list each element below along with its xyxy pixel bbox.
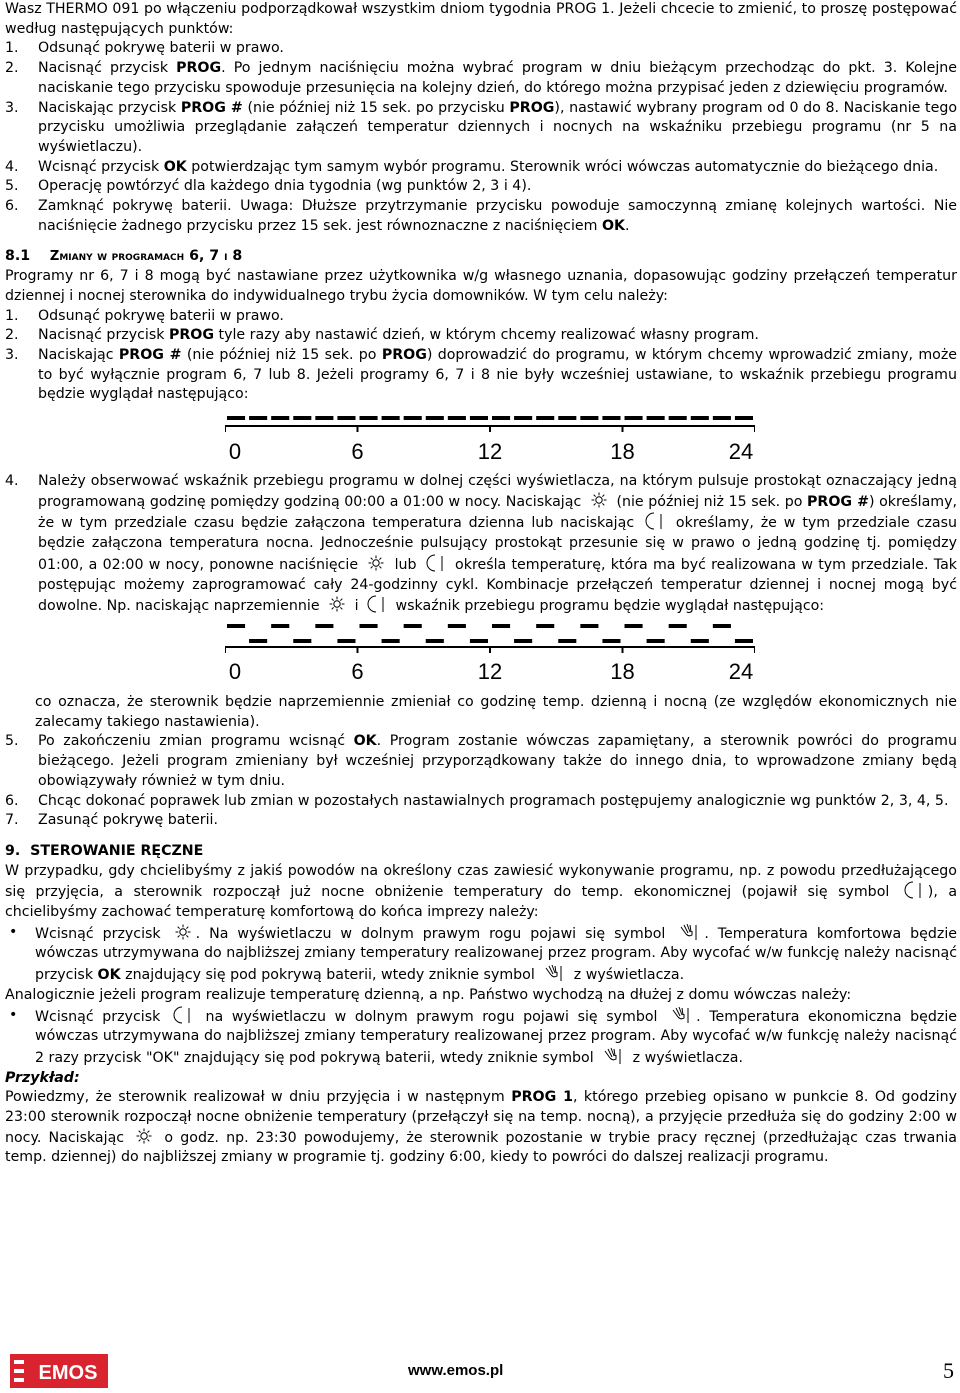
intro-step-5: [5, 177, 957, 197]
program-hour-bar: [536, 416, 554, 420]
program-hour-bar: [713, 624, 731, 628]
step-number: 3.: [5, 346, 19, 363]
s81-step-7: [5, 811, 957, 831]
website-link[interactable]: www.emos.pl: [408, 1362, 504, 1379]
program-hour-bar: [404, 624, 422, 628]
bullet-text: Wcisnąć przycisk: [35, 1008, 169, 1025]
program-hour-bar: [647, 416, 665, 420]
program-hour-bar: [691, 416, 709, 420]
bullet-comfort: [5, 923, 957, 986]
step-text: Nacisnąć przycisk: [38, 327, 169, 344]
s81-step-2: [5, 326, 957, 346]
step-text: Wcisnąć przycisk: [38, 158, 164, 175]
program-hour-bar: [227, 416, 245, 420]
bullet-text: Wcisnąć przycisk: [35, 925, 170, 942]
step-text: Operację powtórzyć dla każdego dnia tygodnia (wg punktów 2, 3 i 4).: [38, 178, 532, 195]
moon-icon: [904, 881, 924, 899]
step-number: 4.: [5, 158, 19, 175]
step-text: (nie później niż 15 sek. po przycisku: [242, 99, 510, 116]
bullet-text: na wyświetlaczu w dolnym prawym rogu pojawi się symbol: [196, 1008, 667, 1025]
step-text: .: [625, 217, 630, 234]
step-number: 1.: [5, 307, 19, 324]
program-indicator-alternating: [225, 621, 755, 683]
page-footer: [0, 1352, 960, 1393]
step-text: . Program zostanie wówczas zapamiętany, a sterownik powróci do programu bieżącego. Jeżeli program zmieniany był wcześniej przyporządkowany także do innego dnia, to wprowadzone zmiany będą obowiązywały również w tym dniu.: [38, 733, 957, 789]
step-number: 6.: [5, 792, 19, 809]
svg-text:EMOS: EMOS: [38, 1362, 98, 1384]
sun-icon: [590, 492, 608, 508]
program-hour-bar: [558, 639, 576, 643]
program-hour-bar: [492, 624, 510, 628]
paragraph-text: , którego przebieg opisano w punkcie 8. Od godziny 23:00 sterownik rozpoczął nocne obniżenie temperatury (przełączył się na temp. nocną), a przyjęcie przedłuża się do godziny 2:00 w nocy. Naciskając: [5, 1089, 957, 1146]
section-title: 8: [227, 248, 243, 265]
document-page: [5, 0, 957, 1168]
scale-label: 0: [228, 658, 242, 683]
prog-1-key: PROG 1: [511, 1089, 573, 1106]
program-hour-bar: [536, 624, 554, 628]
s81-step-6: [5, 792, 957, 812]
section-9-heading: 9. STEROWANIE RĘCZNE: [5, 842, 204, 859]
step-text: wskaźnik przebiegu programu będzie wyglądał następująco:: [391, 598, 825, 615]
program-hour-bar: [315, 416, 333, 420]
bullet-dot: •: [9, 923, 18, 940]
program-hour-bar: [691, 639, 709, 643]
prog-hash-key: PROG #: [118, 346, 182, 363]
bullet-text: z wyświetlacza.: [569, 967, 685, 984]
s81-step-4: [5, 472, 957, 617]
program-hour-bar: [602, 639, 620, 643]
s81-step-3: [5, 346, 957, 405]
sun-icon: [135, 1128, 153, 1144]
program-hour-bar: [293, 639, 311, 643]
scale-label: 18: [610, 439, 635, 465]
step-number: 1.: [5, 40, 19, 57]
prog-hash-key: PROG #: [180, 99, 243, 116]
program-hour-bar: [227, 624, 245, 628]
program-hour-bar: [647, 639, 665, 643]
bullet-text: . Temperatura ekonomiczna będzie wówczas utrzymywana do najbliższej zmiany temperatury realizowanej przez program. Aby wycofać w/w funkcję należy nacisnąć 2 razy przycisk "OK" znajdujący się pod pokrywą baterii, wtedy zniknie symbol: [35, 1008, 958, 1066]
program-hour-bar: [271, 624, 289, 628]
prog-key: PROG: [381, 346, 427, 363]
step-number: 2.: [5, 60, 19, 77]
moon-icon: [367, 595, 387, 613]
step-number: 6.: [5, 198, 19, 215]
step-text: Zamknąć pokrywę baterii. Uwaga: Dłuższe przytrzymanie przycisku powoduje samoczynną zmianę kolejnych wartości. Nie naciśnięcie żadnego przycisku przez 15 sek. jest równoznaczne z naciśnięciem: [38, 198, 957, 234]
program-hour-bar: [249, 416, 267, 420]
step-text: . Po jednym naciśnięciu można wybrać program w dniu bieżącym przechodząc do pkt. 3. Kolejne naciskanie tego przycisku spowoduje przesunięcia na kolejny dzień, do którego można przypisać jeden z dziewięciu programów.: [38, 60, 957, 96]
step-number: 2.: [5, 327, 19, 344]
prog-hash-key: PROG #: [807, 493, 869, 510]
bullet-text: z wyświetlacza.: [628, 1049, 743, 1066]
program-hour-bar: [470, 416, 488, 420]
step-text: Naciskając: [38, 346, 119, 363]
program-hour-bar: [625, 624, 643, 628]
hand-icon: [670, 1006, 692, 1024]
hand-icon: [678, 923, 700, 941]
program-hour-bar: [735, 416, 753, 420]
ok-key: OK: [97, 967, 121, 984]
step-text: Odsunąć pokrywę baterii w prawo.: [38, 40, 284, 57]
program-indicator-figure-alternating: [225, 621, 755, 687]
step-text: określamy, że w tym przedziale czasu będzie załączona temperatura nocna. Jednocześnie pulsujący prostokąt przesunie się w prawo o jedną godzinę tj. pomiędzy 01:00, a 02:00 w nocy, ponowne naciśnięcie: [38, 515, 957, 573]
ok-key: OK: [353, 733, 377, 750]
program-hour-bar: [713, 416, 731, 420]
sun-icon: [328, 596, 346, 612]
step-text: Chcąc dokonać poprawek lub zmian w pozostałych nastawialnych programach postępujemy analogicznie wg punktów 2, 3, 4, 5.: [38, 792, 949, 809]
step-text: i: [350, 598, 364, 615]
bullet-economy: [5, 1006, 957, 1069]
section-title: 6, 7: [184, 248, 225, 265]
step-text: ) doprowadzić do programu, w którym chcemy wprowadzić zmiany, może to być wyłącznie program 6, 7 lub 8. Jeżeli programy 6, 7 i 8 nie były wcześniej ustawiane, to wskaźnik przebiegu programu będzie wyglądał następująco:: [38, 346, 957, 403]
section-8-1-heading: [5, 247, 957, 267]
step-text: Zasunąć pokrywę baterii.: [38, 812, 218, 829]
scale-label: 6: [351, 658, 364, 683]
hand-icon: [543, 964, 565, 982]
step-text: lub: [389, 556, 422, 573]
scale-label: 6: [351, 439, 364, 465]
section-title: Zmiany w programach: [49, 249, 185, 265]
program-hour-bar: [669, 416, 687, 420]
program-hour-bar: [514, 639, 532, 643]
paragraph-text: o godz. np. 23:30 powodujemy, że sterownik pozostanie w trybie pracy ręcznej (przedłużając czas trwania temp. dziennej) do najbliższej zmiany w programie tj. godziny 6:00, kiedy to powróci do dalszej realizacji programu.: [5, 1129, 957, 1166]
intro-step-6: [5, 197, 957, 236]
step-text: ) określamy, że w tym przedziale czasu będzie załączona temperatura dzienna lub naciskając: [38, 493, 958, 532]
program-hour-bar: [426, 639, 444, 643]
intro-step-2: [5, 59, 957, 98]
moon-icon: [426, 554, 446, 572]
program-hour-bar: [293, 416, 311, 420]
intro-paragraph: Wasz THERMO 091 po włączeniu podporządkował wszystkim dniom tygodnia PROG 1. Jeżeli chcecie to zmienić, to proszę postępować według następujących punktów:: [5, 1, 957, 37]
hand-icon: [602, 1047, 624, 1065]
step-text: Nacisnąć przycisk: [38, 60, 177, 77]
s81-step-1: [5, 307, 957, 327]
s81-step-5: [5, 732, 957, 791]
step-text: potwierdzając tym samym wybór programu. Sterownik wróci wówczas automatycznie do bieżącego dnia.: [186, 158, 939, 175]
program-hour-bar: [558, 416, 576, 420]
program-hour-bar: [426, 416, 444, 420]
section-9-paragraph: [5, 862, 957, 923]
paragraph-text: ), a chcielibyśmy zachować temperaturę komfortową do końca imprezy należy:: [5, 884, 958, 921]
bullet-text: . Na wyświetlaczu w dolnym prawym rogu pojawi się symbol: [195, 925, 675, 942]
ok-key: OK: [163, 158, 187, 175]
ok-key: OK: [601, 217, 626, 234]
bullet-text: . Temperatura komfortowa będzie wówczas utrzymywana do najbliższej zmiany temperatury realizowanej przez program. Aby wycofać w/w funkcję należy nacisnąć przycisk: [35, 925, 957, 984]
program-hour-bar: [249, 639, 267, 643]
page-number: 5: [943, 1358, 954, 1383]
scale-label: 12: [477, 658, 503, 683]
program-hour-bar: [580, 416, 598, 420]
bullet-text: znajdujący się pod pokrywą baterii, wtedy zniknie symbol: [120, 967, 540, 984]
paragraph-text: W przypadku, gdy chcielibyśmy z jakiś powodów na określony czas zawiesić wykonywanie programu, np. z powodu przedłużającego się przyjęcia, a sterownik rozpoczął już nocne obniżenie temperatury do temp. ekonomicznej (pojawił się symbol: [5, 862, 957, 901]
scale-label: 24: [728, 658, 754, 683]
step-text: Odsunąć pokrywę baterii w prawo.: [38, 307, 284, 324]
program-hour-bar: [382, 639, 400, 643]
scale-label: 0: [228, 439, 242, 465]
after-figure-paragraph: co oznacza, że sterownik będzie naprzemiennie zmieniał co godzinę temp. dzienną i nocną (ze względów ekonomicznych nie zalecamy takiego nastawienia).: [35, 693, 957, 730]
scale-label: 18: [610, 658, 635, 683]
program-hour-bar: [580, 624, 598, 628]
example-paragraph: [5, 1088, 957, 1168]
prog-key: PROG: [168, 327, 215, 344]
section-8-1-paragraph: Programy nr 6, 7 i 8 mogą być nastawiane przez użytkownika w/g własnego uznania, dopasowując godziny przełączeń temperatur dziennej i nocnej sterownika do indywidualnego trybu życia domowników. W tym celu należy:: [5, 268, 957, 304]
section-number: 8.1: [5, 248, 31, 265]
program-hour-bar: [382, 416, 400, 420]
prog-key: PROG: [509, 99, 555, 116]
program-hour-bar: [448, 416, 466, 420]
step-text: (nie później niż 15 sek. po: [181, 346, 382, 363]
step-number: 3.: [5, 99, 19, 116]
moon-icon: [645, 512, 665, 530]
sun-icon: [367, 555, 385, 571]
program-hour-bar: [735, 639, 753, 643]
section-title: i: [224, 249, 228, 265]
program-hour-bar: [669, 624, 687, 628]
program-hour-bar: [602, 416, 620, 420]
program-hour-bar: [337, 639, 355, 643]
scale-label: 12: [477, 439, 503, 465]
step-text: Po zakończeniu zmian programu wcisnąć: [38, 733, 354, 750]
step-number: 4.: [5, 473, 19, 490]
program-indicator-day: [225, 413, 755, 465]
paragraph-text: Powiedzmy, że sterownik realizował w dniu przyjęcia i w następnym: [5, 1089, 512, 1106]
emos-logo: [10, 1354, 108, 1388]
step-text: Naciskając przycisk: [38, 99, 181, 116]
program-hour-bar: [514, 416, 532, 420]
program-hour-bar: [360, 624, 378, 628]
moon-icon: [173, 1006, 193, 1024]
program-hour-bar: [271, 416, 289, 420]
prog-key: PROG: [176, 60, 222, 77]
program-indicator-figure-day: [225, 413, 755, 469]
program-hour-bar: [315, 624, 333, 628]
example-label: Przykład:: [5, 1069, 80, 1086]
intro-step-3: [5, 99, 957, 158]
intro-step-1: [5, 39, 957, 59]
step-text: (nie później niż 15 sek. po: [611, 493, 808, 510]
step-text: ), nastawić wybrany program od 0 do 8. Naciskanie tego przycisku umożliwia przeglądanie załączeń temperatur dziennych i nocnych na wskaźniku przebiegu programu (nr 5 na wyświetlaczu).: [38, 99, 958, 155]
program-hour-bar: [470, 639, 488, 643]
program-hour-bar: [404, 416, 422, 420]
program-hour-bar: [360, 416, 378, 420]
step-text: Należy obserwować wskaźnik przebiegu programu w dolnej części wyświetlacza, na którym pulsuje prostokąt oznaczający jedną programowaną godzinę pomiędzy godziną 00:00 a 01:00 w nocy. Naciskając: [38, 473, 957, 510]
bullet-dot: •: [9, 1006, 18, 1023]
step-text: tyle razy aby nastawić dzień, w którym chcemy realizować własny program.: [214, 327, 759, 344]
program-hour-bar: [448, 624, 466, 628]
intro-step-4: [5, 158, 957, 178]
step-number: 5.: [5, 733, 19, 750]
step-text: określa temperaturę, która ma być realizowana w tym przedziale. Tak postępując możemy zaprogramować cały 24-godzinny cykl. Kombinacje przełączeń temperatur dziennej i nocnej mogą być dowolne. Np. naciskając naprzemiennie: [38, 556, 957, 615]
step-number: 5.: [5, 178, 19, 195]
program-hour-bar: [492, 416, 510, 420]
section-9-paragraph-2: Analogicznie jeżeli program realizuje temperaturę dzienną, a np. Państwo wychodzą na dłużej z domu wówczas należy:: [5, 986, 852, 1003]
program-hour-bar: [625, 416, 643, 420]
sun-icon: [174, 924, 192, 940]
scale-label: 24: [728, 439, 754, 465]
step-number: 7.: [5, 812, 19, 829]
program-hour-bar: [337, 416, 355, 420]
